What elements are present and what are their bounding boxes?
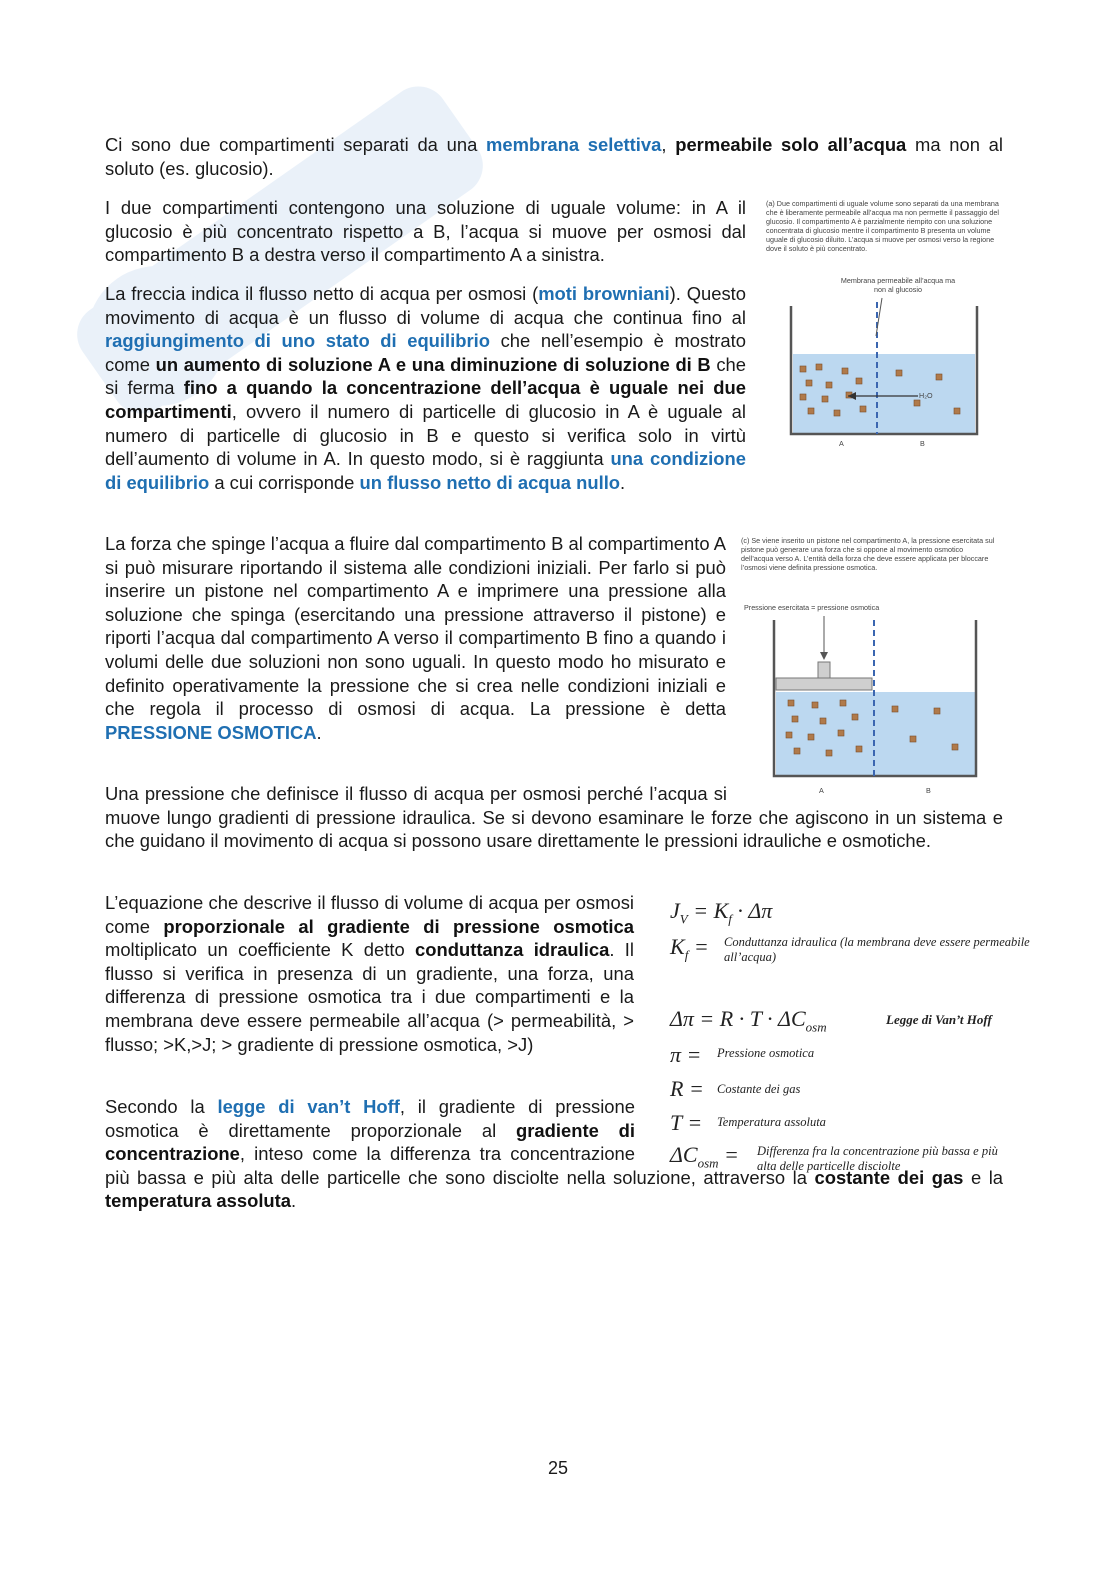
paragraph-pressioni: Una pressione che definisce il flusso di acqua per osmosi perché l’acqua si muove lungo gradienti di pressione idraulica. Se si devono esaminare le forze che agiscono in un sistema e che guidano il movimento di acqua si possono usare direttamente le pressioni idrauliche e osmotiche. (105, 783, 1003, 852)
figure-a-caption: (a) Due compartimenti di uguale volume sono separati da una membrana che è liberamente permeabile all’acqua ma non permette il passaggio del glucosio. Il compartimento A è parzialmente riempito con una soluzione concentrata di glucosio mentre il compartimento B presenta un volume uguale di glucosio diluito. L’acqua si muove per osmosi verso la regione dove il soluto è più concentrato. (766, 199, 999, 253)
term-permeabile: permeabile solo all’acqua (675, 134, 907, 155)
figure-a-membrane-label: Membrana permeabile all’acqua ma non al glucosio (840, 276, 956, 294)
equation-flux: $J_V = K_f \cdot \Delta\pi$ (670, 898, 773, 927)
equation-kf: $K_f$ = (670, 934, 709, 963)
term-stato-equilibrio: raggiungimento di uno stato di equilibrio (105, 330, 490, 352)
float-spacer (727, 782, 1003, 802)
equation-c-desc: Differenza fra la concentrazione più bassa e più alta delle particelle disciolte (757, 1144, 998, 1173)
equation-t: T = (670, 1110, 703, 1135)
figure-c-caption: (c) Se viene inserito un pistone nel compartimento A, la pressione esercitata sul pistone può generare una forza che si oppone al movimento osmotico dell’acqua verso A. L’entità della forza che deve essere applicata per bloccare l’osmosi viene definita pressione osmotica. (741, 536, 995, 572)
figure-a-water-label: H₂O (919, 391, 933, 400)
figure-a-diagram (786, 296, 982, 448)
term-flusso-nullo: un flusso netto di acqua nullo (359, 471, 621, 493)
paragraph-pressione-osmotica: La forza che spinge l’acqua a fluire dal compartimento B al compartimento A si può misurare riportando il sistema alle condizioni iniziali. Per farlo si può inserire un pistone nel compartimento A e imprimere una pressione alla soluzione che spinga (esercitando una pressione attraverso il pistone) e riporti l’acqua dal compartimento A verso il compartimento B fino a quando i volumi delle due soluzioni non sono uguali. In questo modo ho misurato e definito operativamente la pressione che si crea nelle condizioni iniziali e che regola il processo di osmosi di acqua. La pressione è detta PRESSIONE OSMOTICA. (105, 533, 726, 743)
equation-kf-desc: Conduttanza idraulica (la membrana deve essere permeabile all’acqua) (724, 935, 1030, 964)
term-membrana-selettiva: membrana selettiva (486, 134, 662, 155)
figure-c-label-b: B (926, 786, 931, 795)
equation-r: R = (670, 1076, 704, 1101)
equation-pi-desc: Pressione osmotica (717, 1046, 815, 1060)
paragraph-intro: Ci sono due compartimenti separati da una membrana selettiva, permeabile solo all’acqua ma non al soluto (es. glucosio). (105, 134, 1003, 179)
figure-c-label-a: A (819, 786, 824, 795)
term-legge-vant-hoff: legge di van’t Hoff (217, 1096, 400, 1117)
equation-vant-hoff: $\Delta\pi = R \cdot T \cdot \Delta C_{osm}$ (670, 1006, 827, 1035)
paragraph-vant-hoff: Secondo la legge di van’t Hoff, il gradiente di pressione osmotica è direttamente proporzionale al gradiente di concentrazione, inteso come la differenza tra concentrazione più bassa e più alta delle particelle che sono disciolte nella soluzione, attraverso la costante dei gas e la temperatura assoluta. (105, 1096, 1004, 1212)
figure-c-diagram (768, 612, 982, 784)
figure-a-label-b: B (920, 439, 925, 448)
equation-r-desc: Costante dei gas (717, 1082, 801, 1096)
paragraph-osmosis-flow: La freccia indica il flusso netto di acqua per osmosi (moti browniani). Questo movimento di acqua è un flusso di volume di acqua che continua fino al raggiungimento di uno stato di equilibrio che nell’esempio è mostrato come un aumento di soluzione A e una diminuzione di soluzione di B che si ferma fino a quando la concentrazione dell’acqua è uguale nei due compartimenti, ovvero il numero di particelle di glucosio in A è uguale al numero di particelle di glucosio in B e questo si verifica solo in virtù dell’aumento di volume in A. In questo modo, si è raggiunta una condizione di equilibrio a cui corrisponde un flusso netto di acqua nullo. (105, 282, 1003, 494)
paragraph-equazione: L’equazione che descrive il flusso di volume di acqua per osmosi come proporzionale al gradiente di pressione osmotica moltiplicato un coefficiente K detto conduttanza idraulica. Il flusso si verifica in presenza di un gradiente, una forza, una differenza di pressione osmotica tra i due compartimenti e la membrana deve essere permeabile all’acqua (> permeabilità, > flusso; >K,>J; > gradiente di pressione osmotica, >J) (105, 892, 634, 1055)
term-moti-browniani: moti browniani (538, 283, 670, 304)
equation-c: $\Delta C_{osm}$ = (670, 1142, 739, 1171)
term-pressione-osmotica: PRESSIONE OSMOTICA (105, 721, 317, 743)
page-number: 25 (547, 1458, 569, 1478)
paragraph-compartments: I due compartimenti contengono una soluzione di uguale volume: in A il glucosio è più concentrato rispetto a B, l’acqua si muove per osmosi dal compartimento B a destra verso il compartimento A a sinistra. (105, 197, 746, 266)
term-condizione-equilibrio: una condizione di equilibrio (105, 448, 746, 493)
equation-pi: π = (670, 1042, 702, 1067)
equation-vant-hoff-name: Legge di Van’t Hoff (886, 1012, 992, 1027)
equation-t-desc: Temperatura assoluta (717, 1115, 826, 1129)
figure-a-label-a: A (839, 439, 844, 448)
figure-c-pressure-label: Pressione esercitata = pressione osmotica (744, 603, 880, 612)
